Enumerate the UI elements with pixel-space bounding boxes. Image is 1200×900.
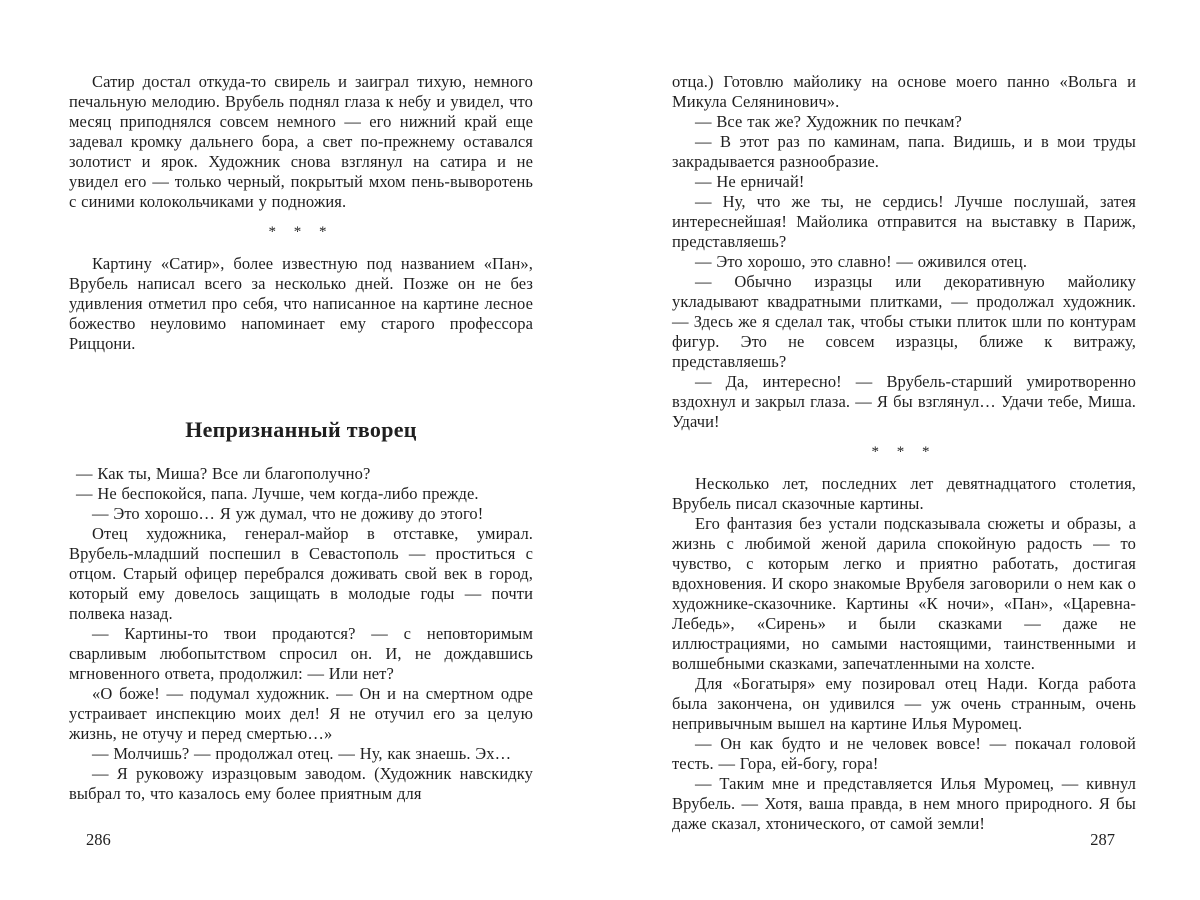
dialogue-line: — Это хорошо, это славно! — оживился отец. [695,252,1028,271]
paragraph: Картину «Сатир», более известную под названием «Пан», Врубель написал всего за несколько дней. Позже он не без удивления отметил про себя, что написанное на картине лесное божество неуловимо напоминает ему старого профессора Риццони. [69,254,533,353]
dialogue-line: — Все так же? Художник по печкам? [695,112,962,131]
dialogue-line: — Молчишь? — продолжал отец. — Ну, как знаешь. Эх… [92,744,512,763]
dialogue-line: — Таким мне и представляется Илья Муромец, — кивнул Врубель. — Хотя, ваша правда, в нем много природного. Я бы даже сказал, хтонического, от самой земли! [672,774,1136,833]
chapter-heading: Непризнанный творец [185,417,417,442]
dialogue-line: — Да, интересно! — Врубель-старший умиротворенно вздохнул и закрыл глаза. — Я бы взглянул… Удачи тебе, Миша. Удачи! [672,372,1136,431]
page-right [672,72,1136,834]
dialogue-line: — Ну, что же ты, не сердись! Лучше послушай, затея интереснейшая! Майолика отправится на выставку в Париж, представляешь? [672,192,1136,251]
paragraph: Несколько лет, последних лет девятнадцатого столетия, Врубель писал сказочные картины. [672,474,1136,513]
dialogue-line: — Это хорошо… Я уж думал, что не доживу до этого! [92,504,484,523]
paragraph: Для «Богатыря» ему позировал отец Нади. Когда работа была закончена, он удивился — уж очень странным, очень непривычным вышел на картине Илья Муромец. [672,674,1136,733]
dialogue-line: — Я руковожу изразцовым заводом. (Художник навскидку выбрал то, что казалось ему более приятным для [69,764,533,803]
dialogue-line: — Обычно изразцы или декоративную майолику укладывают квадратными плитками, — продолжал художник. — Здесь же я сделал так, чтобы стыки плиток шли по контурам фигур. Это не совсем изразцы, ближе к витражу, представляешь? [672,272,1136,371]
dialogue-line: — Картины-то твои продаются? — с неповторимым сварливым любопытством спросил он. И, не дождавшись мгновенного ответа, продолжил: — Или нет? [69,624,533,683]
page-left [69,72,533,804]
dialogue-line: — Не беспокойся, папа. Лучше, чем когда-либо прежде. [76,484,479,503]
dialogue-line: — Не ерничай! [695,172,805,191]
paragraph: Его фантазия без устали подсказывала сюжеты и образы, а жизнь с любимой женой дарила спокойную радость — то чувство, с которым легко и приятно работать, достигая вдохновения. И скоро знакомые Врубеля заговорили о нем как о художнике-сказочнике. Картины «К ночи», «Пан», «Царевна-Лебедь», «Сирень» и были сказками — даже не иллюстрациями, но самыми настоящими, таинственными и волшебными сказками, запечатленными на холсте. [672,514,1136,673]
page-number-right: 287 [1090,830,1115,849]
dialogue-line: — Как ты, Миша? Все ли благополучно? [76,464,371,483]
paragraph: Отец художника, генерал-майор в отставке, умирал. Врубель-младший поспешил в Севастополь — проститься с отцом. Старый офицер перебрался доживать свой век в город, который ему довелось защищать в молодые годы — почти полвека назад. [69,524,533,623]
scene-break-separator: * * * [871,444,937,460]
paragraph-continuation: отца.) Готовлю майолику на основе моего панно «Вольга и Микула Селянинович». [672,72,1136,111]
paragraph: Сатир достал откуда-то свирель и заиграл тихую, немного печальную мелодию. Врубель поднял глаза к небу и увидел, что месяц приподнялся совсем немного — его нижний край еще задевал кромку дальнего бора, а свет по-прежнему оставался золотист и ярок. Художник снова взглянул на сатира и не увидел его — только черный, покрытый мхом пень-выворотень с синими колокольчиками у подножия. [69,72,533,211]
scene-break-separator: * * * [268,224,334,240]
dialogue-line: — В этот раз по каминам, папа. Видишь, и в мои труды закрадывается разнообразие. [672,132,1136,171]
page-number-left: 286 [86,830,111,849]
dialogue-line: — Он как будто и не человек вовсе! — покачал головой тесть. — Гора, ей-богу, гора! [672,734,1136,773]
paragraph: «О боже! — подумал художник. — Он и на смертном одре устраивает инспекцию моих дел! Я не отучил его за целую жизнь, не отучу и перед смертью…» [69,684,533,743]
